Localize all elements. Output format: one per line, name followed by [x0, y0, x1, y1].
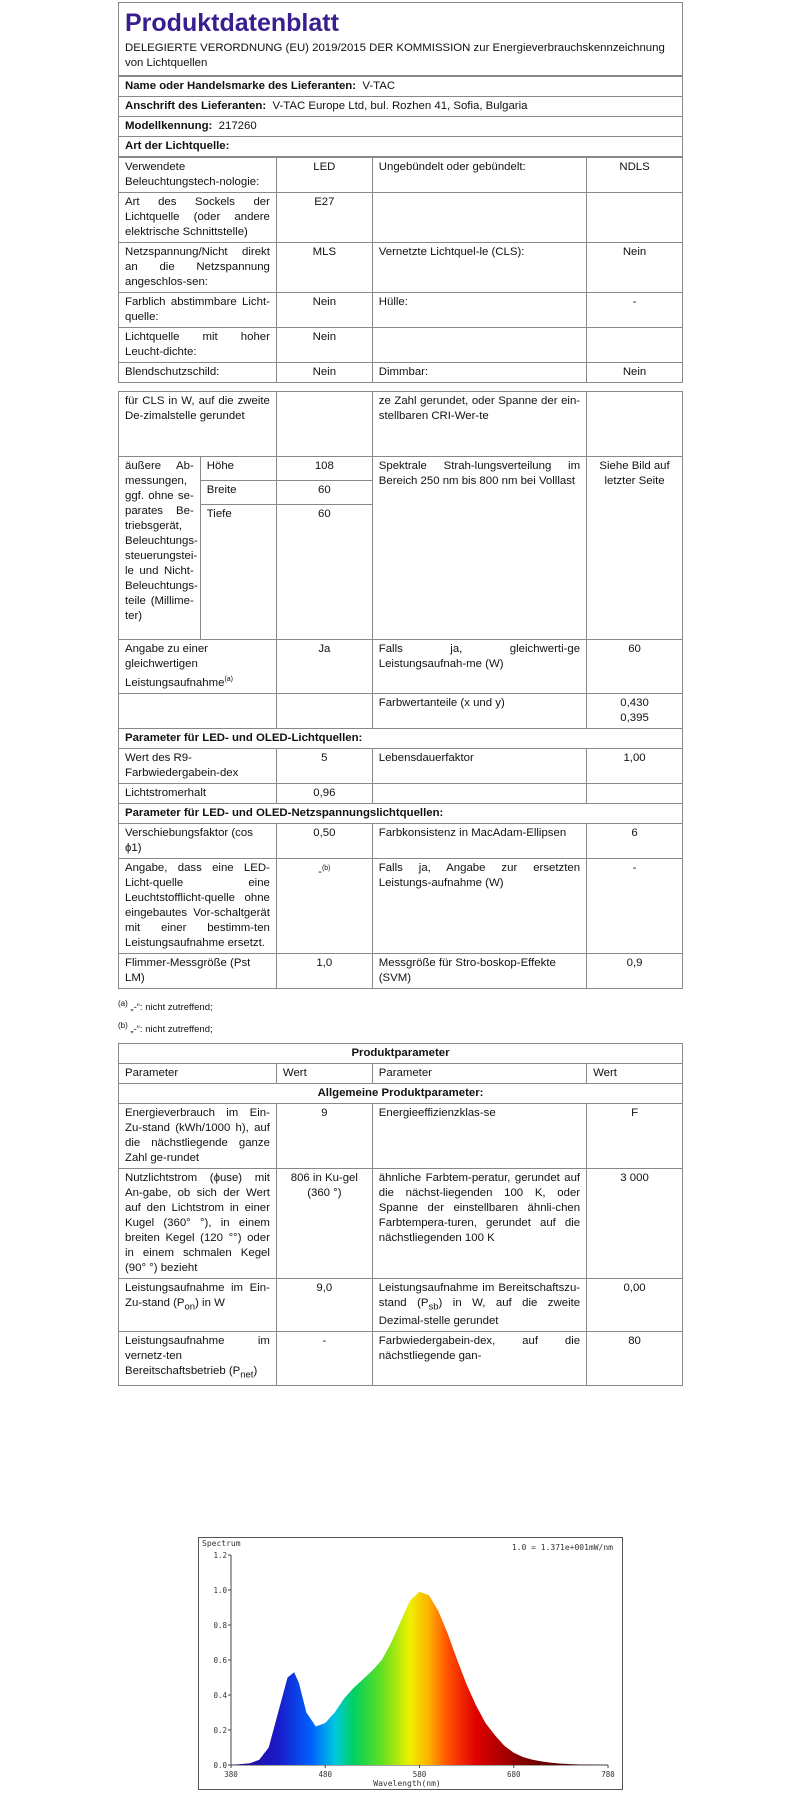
param-label: Farbkonsistenz in MacAdam-Ellipsen — [372, 823, 586, 858]
x-tick-label: 580 — [412, 1770, 427, 1779]
dimension-value: 60 — [276, 481, 372, 505]
param-value: E27 — [276, 193, 372, 243]
y-tick-label: 0.2 — [213, 1726, 227, 1735]
section-heading — [119, 728, 683, 748]
table-row — [119, 243, 683, 293]
footnote-text: „-“: nicht zutreffend; — [130, 1024, 213, 1036]
equivalent-if-value: 60 — [587, 640, 683, 694]
spectrum-chart-svg — [198, 1537, 623, 1790]
param-value: Nein — [587, 363, 683, 383]
param-value: - — [587, 858, 683, 953]
dimension-name: Tiefe — [200, 505, 276, 640]
empty-cell — [119, 693, 277, 728]
x-tick-label: 480 — [318, 1770, 333, 1779]
y-tick-label: 0.8 — [213, 1621, 227, 1630]
supplier-name-value: V-TAC — [362, 80, 396, 92]
param-label: Lichtquelle mit hoher Leucht-dichte: — [119, 328, 277, 363]
param-label: Netzspannung/Nicht direkt an die Netzspannung angeschlos-sen: — [119, 243, 277, 293]
param-label: Blendschutzschild: — [119, 363, 277, 383]
column-header: Parameter — [119, 1064, 277, 1084]
cri-label: ze Zahl gerundet, oder Spanne der ein-stellbaren CRI-Wer-te — [372, 392, 586, 457]
cls-value — [276, 392, 372, 457]
table-row — [119, 640, 683, 694]
y-tick-label: 1.0 — [213, 1586, 227, 1595]
param-value — [587, 193, 683, 243]
param-label-text: ) in W, auf die zweite Dezimal-stelle gerundet — [378, 1297, 581, 1328]
param-label: Nutzlichtstrom (ϕuse) mit An-gabe, ob sich der Wert auf den Lichtstrom in einer Kugel (360° °), in einem breiten Kegel (120 °°) oder in einem schmalen Kegel (90° °) bezieht — [119, 1169, 277, 1279]
param-value: - — [587, 293, 683, 328]
regulation-text: DELEGIERTE VERORDNUNG (EU) 2019/2015 DER KOMMISSION zur Energieverbrauchskennzeichnung von Lichtquellen — [125, 42, 665, 69]
column-header: Wert — [276, 1064, 372, 1084]
table-row — [119, 1332, 683, 1385]
y-tick-label: 0.6 — [213, 1656, 227, 1665]
datasheet — [118, 2, 683, 1386]
column-header: Wert — [587, 1064, 683, 1084]
table-row — [119, 457, 683, 481]
param-value: LED — [276, 158, 372, 193]
param-label: Lichtstromerhalt — [119, 783, 277, 803]
section-heading — [119, 803, 683, 823]
param-label: Dimmbar: — [372, 363, 586, 383]
empty-cell — [587, 783, 683, 803]
param-value: 1,0 — [276, 953, 372, 988]
param-value: - — [276, 1332, 372, 1385]
param-label: Farbwiedergabein-dex, auf die nächstliegende gan- — [372, 1332, 586, 1385]
dimensions-label: äußere Ab-messungen, ggf. ohne se-parates Be-triebsgerät, Beleuchtungs-steuerungstei-le und Nicht-Beleuchtungs-teile (Millime-ter) — [119, 457, 201, 640]
table-row — [119, 1279, 683, 1332]
technical-table — [118, 391, 683, 989]
param-value: 806 in Ku-gel (360 °) — [276, 1169, 372, 1279]
footnote — [118, 995, 683, 1017]
param-value: NDLS — [587, 158, 683, 193]
param-label — [372, 1279, 586, 1332]
param-label: Energieverbrauch im Ein-Zu-stand (kWh/1000 h), auf die nächstliegende ganze Zahl ge-rundet — [119, 1104, 277, 1169]
table-row — [119, 328, 683, 363]
model-row — [119, 117, 683, 137]
chromaticity-label: Farbwertanteile (x und y) — [372, 693, 586, 728]
equivalent-label-text: Angabe zu einer gleichwertigen Leistungsaufnahme — [125, 643, 225, 689]
param-value: 0,96 — [276, 783, 372, 803]
param-label: Falls ja, Angabe zur ersetzten Leistungs-aufnahme (W) — [372, 858, 586, 953]
led-section-title: Parameter für LED- und OLED-Lichtquellen: — [119, 728, 683, 748]
spectral-label: Spektrale Strah-lungsverteilung im Bereich 250 nm bis 800 nm bei Volllast — [372, 457, 586, 640]
cls-label: für CLS in W, auf die zweite De-zimalstelle gerundet — [119, 392, 277, 457]
param-label-text: Leistungsaufnahme im vernetz-ten Bereitschaftsbetrieb (P — [125, 1335, 270, 1378]
param-value: 5 — [276, 748, 372, 783]
supplier-address-label: Anschrift des Lieferanten: — [125, 100, 267, 112]
table-row — [119, 293, 683, 328]
param-value: 9 — [276, 1104, 372, 1169]
table-title-row — [119, 1044, 683, 1064]
empty-cell — [372, 783, 586, 803]
param-subscript: sb — [428, 1301, 439, 1313]
light-source-table — [118, 157, 683, 383]
param-label — [372, 328, 586, 363]
param-value — [276, 858, 372, 953]
supplier-address-value: V-TAC Europe Ltd, bul. Rozhen 41, Sofia, Bulgaria — [272, 100, 528, 112]
param-label: Messgröße für Stro-boskop-Effekte (SVM) — [372, 953, 586, 988]
section-heading — [119, 1084, 683, 1104]
equivalent-label — [119, 640, 277, 694]
supplier-table — [118, 76, 683, 157]
dimension-name: Breite — [200, 481, 276, 505]
table-row — [119, 392, 683, 457]
footnote-mark: (b) — [118, 1020, 128, 1030]
model-label: Modellkennung: — [125, 120, 213, 132]
table-header-row — [119, 1064, 683, 1084]
chromaticity-y: 0,395 — [620, 711, 649, 724]
param-value: MLS — [276, 243, 372, 293]
param-label: Angabe, dass eine LED-Licht-quelle eine Leuchtstofflicht-quelle ohne eingebautes Vor-schaltgerät mit einer bestimm-ten Leistungsaufnahme ersetzt. — [119, 858, 277, 953]
table-row — [119, 858, 683, 953]
param-label: Wert des R9-Farbwiedergabein-dex — [119, 748, 277, 783]
supplier-address-row — [119, 97, 683, 117]
param-label: Lebensdauerfaktor — [372, 748, 586, 783]
chromaticity-x: 0,430 — [620, 696, 649, 709]
param-value: 0,50 — [276, 823, 372, 858]
product-params-title: Produktparameter — [119, 1044, 683, 1064]
general-params-title: Allgemeine Produktparameter: — [119, 1084, 683, 1104]
table-row — [119, 783, 683, 803]
mains-section-title: Parameter für LED- und OLED-Netzspannungslichtquellen: — [119, 803, 683, 823]
param-value: 80 — [587, 1332, 683, 1385]
param-label — [372, 193, 586, 243]
table-row — [119, 693, 683, 728]
param-label: Verwendete Beleuchtungstech-nologie: — [119, 158, 277, 193]
spectral-value: Siehe Bild auf letzter Seite — [587, 457, 683, 640]
chart-annotation: 1.0 = 1.371e+001mW/nm — [511, 1543, 613, 1552]
page-title: Produktdatenblatt — [125, 9, 339, 37]
footnote-ref: (b) — [321, 864, 331, 872]
param-label: Ungebündelt oder gebündelt: — [372, 158, 586, 193]
spectrum-chart — [198, 1537, 623, 1790]
light-source-type-heading: Art der Lichtquelle: — [119, 137, 683, 157]
param-value: Nein — [587, 243, 683, 293]
param-label: Flimmer-Messgröße (Pst LM) — [119, 953, 277, 988]
param-value: 9,0 — [276, 1279, 372, 1332]
column-header: Parameter — [372, 1064, 586, 1084]
param-value: 0,00 — [587, 1279, 683, 1332]
param-value-text: - — [318, 865, 322, 878]
param-value: 0,9 — [587, 953, 683, 988]
y-tick-label: 0.0 — [213, 1761, 227, 1770]
param-subscript: on — [184, 1301, 196, 1313]
supplier-name-row — [119, 77, 683, 97]
param-label: ähnliche Farbtem-peratur, gerundet auf die nächst-liegenden 100 K, oder Spanne der einstellbaren ähnli-chen Farbtempera-turen, gerundet auf die nächstliegenden 100 K — [372, 1169, 586, 1279]
model-value: 217260 — [218, 120, 257, 132]
param-label — [119, 1279, 277, 1332]
param-label: Verschiebungsfaktor (cos ϕ1) — [119, 823, 277, 858]
param-value: Nein — [276, 328, 372, 363]
param-value — [587, 328, 683, 363]
param-value: F — [587, 1104, 683, 1169]
param-subscript: net — [240, 1369, 254, 1381]
param-value: Nein — [276, 293, 372, 328]
table-row — [119, 363, 683, 383]
param-label-text: Leistungsaufnahme im Ein-Zu-stand (P — [125, 1282, 270, 1310]
footnote-mark: (a) — [118, 998, 128, 1008]
x-tick-label: 780 — [601, 1770, 615, 1779]
chart-title: Spectrum — [202, 1539, 241, 1548]
param-label: Vernetzte Lichtquel-le (CLS): — [372, 243, 586, 293]
x-tick-label: 380 — [224, 1770, 238, 1779]
dimension-name: Höhe — [200, 457, 276, 481]
footnotes — [118, 989, 683, 1039]
param-label: Art des Sockels der Lichtquelle (oder andere elektrische Schnittstelle) — [119, 193, 277, 243]
table-row — [119, 1104, 683, 1169]
table-row — [119, 748, 683, 783]
table-row — [119, 158, 683, 193]
param-label: Farblich abstimmbare Licht-quelle: — [119, 293, 277, 328]
param-label — [119, 1332, 277, 1385]
table-row — [119, 823, 683, 858]
x-axis-label: Wavelength(nm) — [373, 1779, 441, 1788]
param-label-text: ) — [253, 1365, 258, 1378]
y-tick-label: 1.2 — [213, 1551, 227, 1560]
table-row — [119, 193, 683, 243]
param-label-text: Leistungsaufnahme im Bereitschaftszu-stand (P — [378, 1282, 581, 1310]
table-row — [119, 953, 683, 988]
datasheet-header — [118, 2, 683, 76]
equivalent-if-label: Falls ja, gleichwerti-ge Leistungsaufnah-me (W) — [372, 640, 586, 694]
cri-value — [587, 392, 683, 457]
empty-cell — [276, 693, 372, 728]
param-value: Nein — [276, 363, 372, 383]
x-tick-label: 680 — [506, 1770, 521, 1779]
param-label: Hülle: — [372, 293, 586, 328]
param-value: 1,00 — [587, 748, 683, 783]
footnote — [118, 1017, 683, 1039]
dimension-value: 60 — [276, 505, 372, 640]
equivalent-value: Ja — [276, 640, 372, 694]
param-value: 3 000 — [587, 1169, 683, 1279]
dimension-value: 108 — [276, 457, 372, 481]
param-value: 6 — [587, 823, 683, 858]
supplier-name-label: Name oder Handelsmarke des Lieferanten: — [125, 80, 357, 92]
table-row — [119, 1169, 683, 1279]
chromaticity-value — [587, 693, 683, 728]
param-label: Energieeffizienzklas-se — [372, 1104, 586, 1169]
product-params-table — [118, 1043, 683, 1386]
y-tick-label: 0.4 — [213, 1691, 227, 1700]
footnote-ref: (a) — [224, 676, 233, 683]
param-label-text: ) in W — [195, 1297, 225, 1310]
footnote-text: „-“: nicht zutreffend; — [130, 1001, 213, 1013]
